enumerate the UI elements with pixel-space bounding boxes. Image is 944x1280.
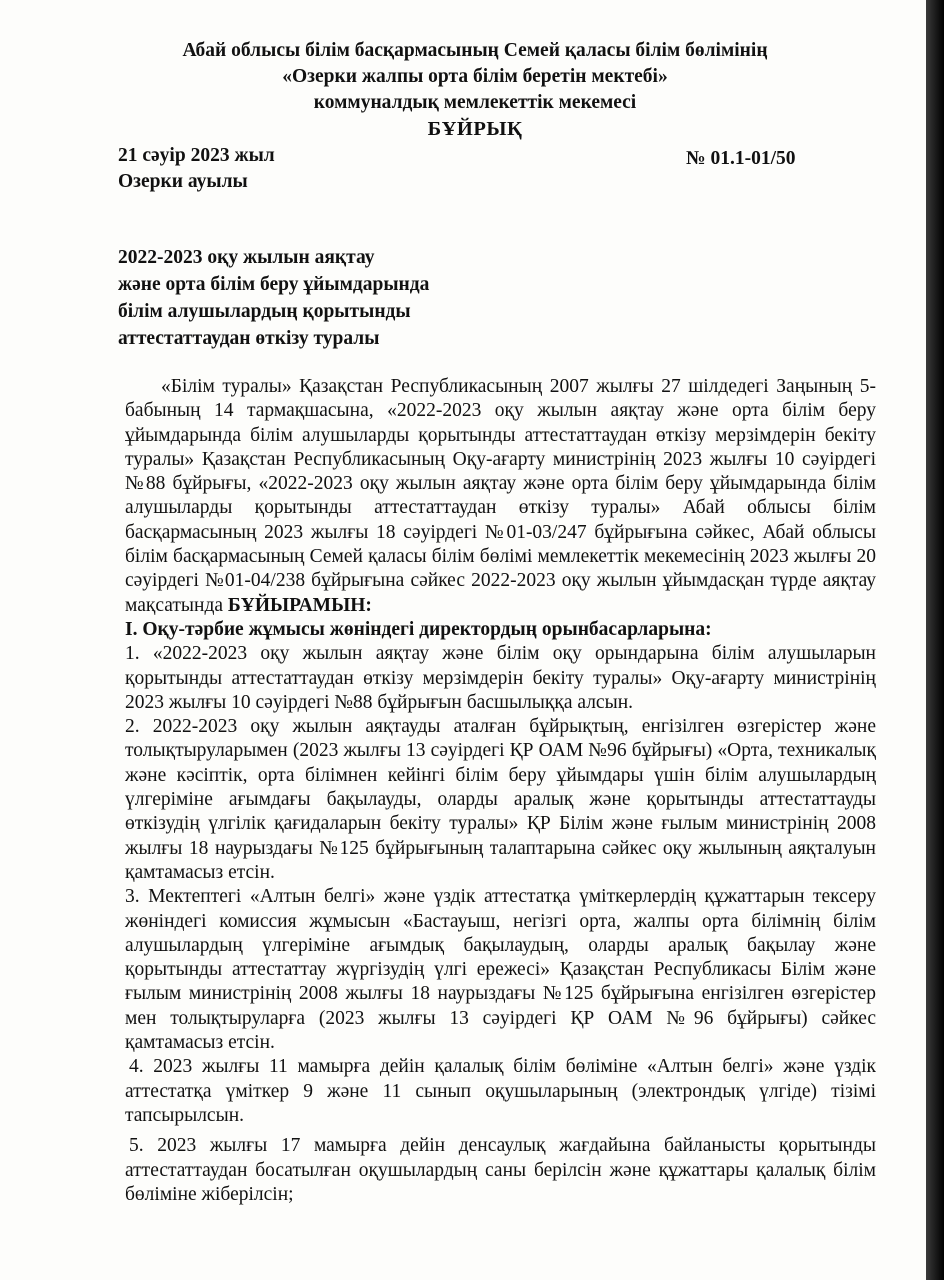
order-item-5: 5. 2023 жылғы 17 мамырға дейін денсаулық жағдайына байланысты қорытынды аттестаттаудан босатылған оқушылардың саны берілсін және құжаттары қалалық білім бөліміне жіберілсін; <box>125 1135 876 1205</box>
organization-line-3: коммуналдық мемлекеттік мекемесі <box>313 92 637 113</box>
document-header <box>110 38 840 142</box>
order-item-2: 2. 2022-2023 оқу жылын аяқтауды аталған бұйрықтың, енгізілген өзгерістер және толықтыруларымен (2023 жылғы 13 сәуірдегі ҚР ОАМ №96 бұйрығы) «Орта, техникалық және кәсіптік, орта білімнен кейінгі білім беру ұйымдары үшін білім алушылардың үлгеріміне ағымдағы бақылауды, оларды аралық және қорытынды аттестаттауды өткізудің үлгілік қағидаларын бекіту туралы» ҚР Білім және ғылым министрінің 2008 жылғы 18 наурыздағы №125 бұйрығының талаптарына сәйкес оқу жылының аяқталуын қамтамасыз етсін. <box>125 716 876 883</box>
order-body <box>125 375 876 1207</box>
subject-line-3: білім алушылардың қорытынды <box>118 301 411 322</box>
order-subject <box>118 244 429 352</box>
preamble-command: БҰЙЫРАМЫН: <box>227 594 372 616</box>
organization-line-2: «Озерки жалпы орта білім беретін мектебі» <box>282 66 668 87</box>
organization-line-1: Абай облысы білім басқармасының Семей қаласы білім бөлімінің <box>182 40 768 61</box>
order-item-3: 3. Мектептегі «Алтын белгі» және үздік аттестатқа үміткерлердің құжаттарын тексеру жөніндегі комиссия жұмысын «Бастауыш, негізгі орта, жалпы орта білімнің білім алушылардың үлгеріміне ағымдық бақылаудың, оларды аралық бақылау және қорытынды аттестаттау жүргізудің үлгі ережесі» Қазақстан Республикасы Білім және ғылым министрінің 2008 жылғы 18 наурыздағы №125 бұйрығына енгізілген өзгерістер мен толықтыруларға (2023 жылғы 13 сәуірдегі ҚР ОАМ №96 бұйрығы) сәйкес қамтамасыз етсін. <box>125 886 876 1054</box>
preamble-paragraph <box>125 375 876 618</box>
order-date: 21 сәуір 2023 жыл <box>118 145 275 166</box>
order-item-1: 1. «2022-2023 оқу жылын аяқтау және білім оқу орындарына білім алушыларын қорытынды аттестаттаудан өткізу мерзімдерін бекіту туралы» Оқу-ағарту министрінің 2023 жылғы 10 сәуірдегі №88 бұйрығын басшылыққа алсын. <box>125 643 876 713</box>
subject-line-1: 2022-2023 оқу жылын аяқтау <box>118 247 375 268</box>
subject-line-4: аттестаттаудан өткізу туралы <box>118 328 380 349</box>
section-heading: І. Оқу-тәрбие жұмысы жөніндегі директордың орынбасарларына: <box>125 618 712 640</box>
document-title: БҰЙРЫҚ <box>427 118 523 140</box>
preamble-text: «Білім туралы» Қазақстан Республикасының 2007 жылғы 27 шілдедегі Заңының 5-бабының 14 тармақшасына, «2022-2023 оқу жылын аяқтау және орта білім беру ұйымдарында білім алушыларды қорытынды аттестаттаудан өткізу мерзімдерін бекіту туралы» Қазақстан Республикасының Оқу-ағарту министрінің 2023 жылғы 10 сәуірдегі №88 бұйрығы, «2022-2023 оқу жылын аяқтау және орта білім беру ұйымдарында білім алушыларды қорытынды аттестаттаудан өткізу туралы» Абай облысы білім басқармасының 2023 жылғы 18 сәуірдегі №01-03/247 бұйрығына сәйкес, Абай облысы білім басқармасының Семей қаласы білім бөлімі мемлекеттік мекемесінің 2023 жылғы 20 сәуірдегі №01-04/238 бұйрығына сәйкес 2022-2023 оқу жылын ұйымдасқан түрде аяқтау мақсатында <box>125 376 876 616</box>
order-item-4: 4. 2023 жылғы 11 мамырға дейін қалалық білім бөліміне «Алтын белгі» және үздік аттестатқа үміткер 9 және 11 сынып оқушыларының (электрондық үлгіде) тізімі тапсырылсын. <box>125 1056 876 1126</box>
page-edge-shadow <box>926 0 944 1280</box>
order-place: Озерки ауылы <box>118 171 248 192</box>
subject-line-2: және орта білім беру ұйымдарында <box>118 274 430 295</box>
document-meta-left <box>118 143 275 195</box>
order-number: № 01.1-01/50 <box>686 148 796 169</box>
